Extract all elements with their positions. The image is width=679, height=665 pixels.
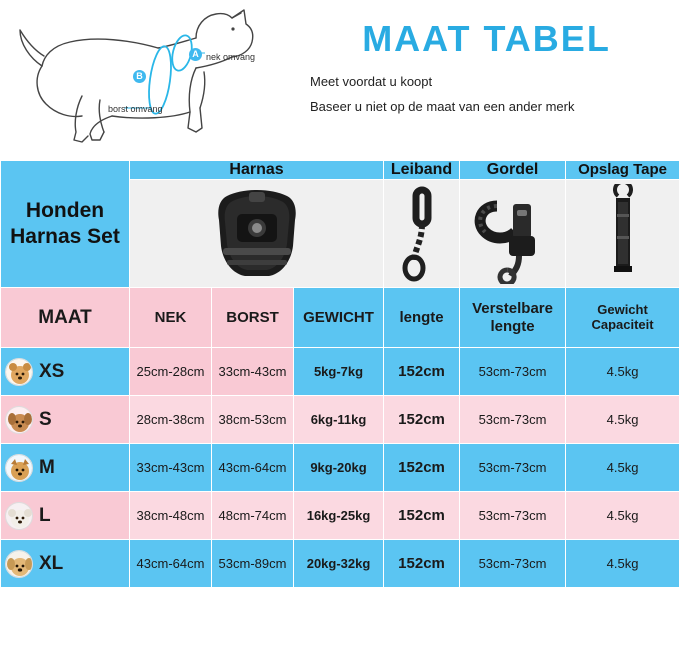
size-label: XL [39,552,64,574]
cell-nek: 38cm-48cm [130,492,212,540]
cell-gewicht-capaciteit: 4.5kg [566,492,679,540]
header-section [0,0,679,160]
row-size-cell [1,348,130,396]
seatbelt-icon [463,184,563,284]
cell-gewicht-capaciteit: 4.5kg [566,396,679,444]
leash-image-cell [384,180,460,288]
category-harnas: Harnas [130,161,384,180]
cell-nek: 28cm-38cm [130,396,212,444]
cell-nek: 33cm-43cm [130,444,212,492]
dog-avatar-icon [5,454,33,482]
table-row [1,492,679,540]
cell-gewicht: 20kg-32kg [294,540,384,588]
cell-borst: 43cm-64cm [212,444,294,492]
col-header-borst: BORST [212,288,294,348]
dog-diagram [0,0,300,160]
col-header-gewicht-capaciteit: Gewicht Capaciteit [566,288,679,348]
cell-borst: 48cm-74cm [212,492,294,540]
cell-gewicht-capaciteit: 4.5kg [566,540,679,588]
harness-icon [197,184,317,284]
row-size-cell [1,540,130,588]
title-block [300,0,679,114]
cell-verstelbare-lengte: 53cm-73cm [460,444,566,492]
cell-verstelbare-lengte: 53cm-73cm [460,492,566,540]
row-size-cell [1,492,130,540]
subtitle-other-brand: Baseer u niet op de maat van een ander merk [310,99,575,114]
size-label: M [39,456,55,478]
dog-avatar-icon [5,550,33,578]
badge-a: A [189,48,202,61]
table-row [1,540,679,588]
chest-measure-label: borst omvang [108,104,163,114]
cell-gewicht: 9kg-20kg [294,444,384,492]
cell-verstelbare-lengte: 53cm-73cm [460,348,566,396]
cell-lengte: 152cm [384,492,460,540]
cell-nek: 43cm-64cm [130,540,212,588]
seatbelt-image-cell [460,180,566,288]
table-row [1,396,679,444]
storage-tape-image-cell [566,180,679,288]
cell-lengte: 152cm [384,396,460,444]
col-header-nek: NEK [130,288,212,348]
category-header-row [1,161,679,180]
cell-lengte: 152cm [384,540,460,588]
cell-lengte: 152cm [384,444,460,492]
dog-avatar-icon [5,358,33,386]
leash-icon [392,184,452,284]
cell-borst: 38cm-53cm [212,396,294,444]
dog-avatar-icon [5,406,33,434]
col-header-lengte: lengte [384,288,460,348]
cell-nek: 25cm-28cm [130,348,212,396]
cell-gewicht: 16kg-25kg [294,492,384,540]
size-label: XS [39,360,65,382]
cell-verstelbare-lengte: 53cm-73cm [460,396,566,444]
cell-verstelbare-lengte: 53cm-73cm [460,540,566,588]
size-table [0,160,679,588]
col-header-maat: MAAT [1,288,130,348]
harness-image-cell [130,180,384,288]
column-header-row [1,288,679,348]
cell-gewicht-capaciteit: 4.5kg [566,348,679,396]
category-gordel: Gordel [460,161,566,180]
badge-b: B [133,70,146,83]
category-opslag-tape: Opslag Tape [566,161,679,180]
table-row [1,348,679,396]
cell-borst: 33cm-43cm [212,348,294,396]
page-title: MAAT TABEL [362,18,611,59]
size-label: S [39,408,52,430]
cell-gewicht-capaciteit: 4.5kg [566,444,679,492]
cell-lengte: 152cm [384,348,460,396]
neck-measure-label: nek omvang [206,52,256,62]
category-leiband: Leiband [384,161,460,180]
row-size-cell [1,396,130,444]
cell-gewicht: 6kg-11kg [294,396,384,444]
dog-outline-icon [0,0,300,160]
col-header-verstelbare-lengte: Verstelbare lengte [460,288,566,348]
subtitle-measure-first: Meet voordat u koopt [310,74,433,89]
dog-avatar-icon [5,502,33,530]
cell-borst: 53cm-89cm [212,540,294,588]
set-name-cell: Honden Harnas Set [1,161,130,288]
size-label: L [39,504,51,526]
table-row [1,444,679,492]
cell-gewicht: 5kg-7kg [294,348,384,396]
storage-tape-icon [588,184,658,284]
row-size-cell [1,444,130,492]
col-header-gewicht: GEWICHT [294,288,384,348]
